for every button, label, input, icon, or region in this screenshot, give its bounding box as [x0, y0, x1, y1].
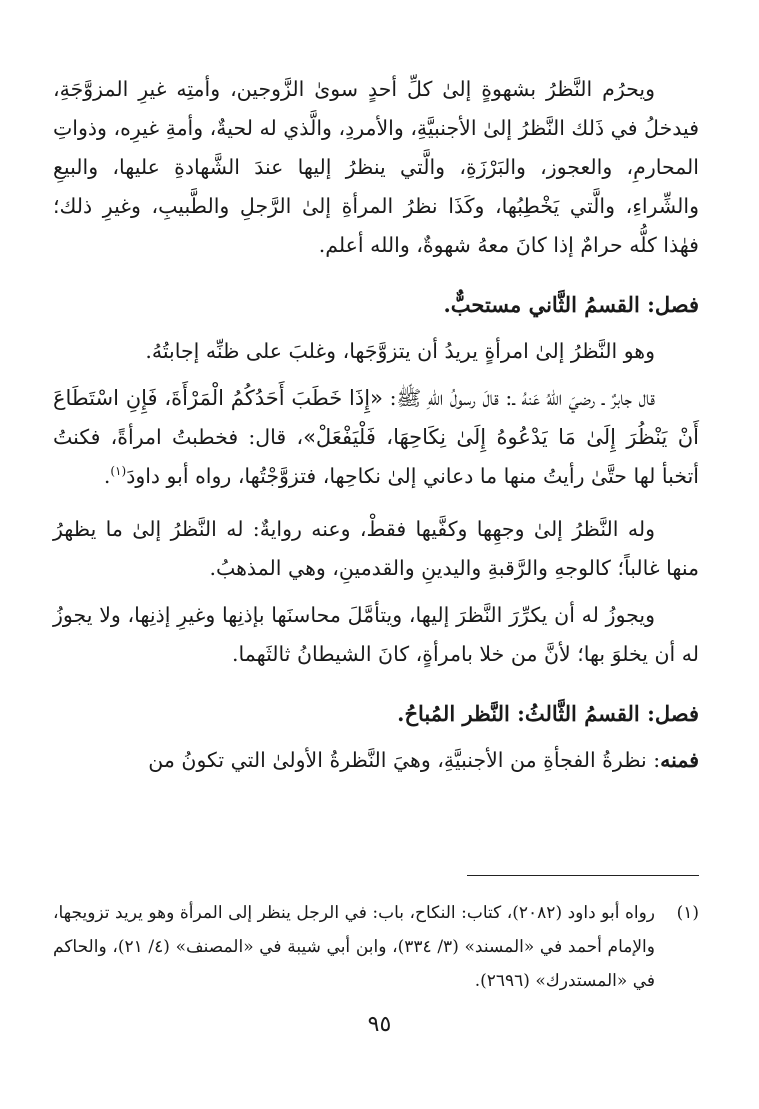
hadith-end: . — [103, 464, 111, 488]
footnote-number: (١) — [676, 903, 699, 923]
footnote-reference[interactable]: (١) — [110, 464, 127, 479]
footnote-separator — [467, 875, 699, 876]
main-text-block — [53, 70, 699, 780]
paragraph-sudden-gaze — [53, 741, 699, 780]
page-number: ٩٥ — [367, 1012, 392, 1037]
footnote-block — [53, 896, 699, 998]
section-heading-recommended: فصل: القسمُ الثَّاني مستحبٌّ. — [443, 292, 699, 317]
hadith-continuation: ، قال: فخطبتُ امرأةً، فكنتُ أتخبأ لها حتَّىٰ رأيتُ منها ما دعاني إلىٰ نكاحِها، فتزوَّجْتُها، رواه أبو داودَ — [53, 425, 699, 488]
section-heading-permissible: فصل: القسمُ الثَّالثُ: النَّظر المُباحُ. — [397, 701, 699, 726]
footnote-item — [53, 896, 699, 998]
paragraph-jabir-hadith — [53, 379, 699, 496]
paragraph-recommended-gaze: وهو النَّظرُ إلىٰ امرأةٍ يريدُ أن يتزوَّجَها، وغلبَ على ظنِّه إجابتُهُ. — [145, 339, 655, 363]
sudden-gaze-text: : نظرةُ الفجأةِ من الأجنبيَّةِ، وهيَ النَّظرةُ الأولىٰ التي تكونُ من — [148, 748, 661, 772]
hadith-text: «إِذَا خَطَبَ أَحَدُكُمُ الْمَرْأَةَ، فَإِنِ اسْتَطَاعَ أَنْ يَنْظُرَ إِلَىٰ مَا يَدْعُوهُ إِلَىٰ نِكَاحِهَا، فَلْيَفْعَلْ» — [53, 386, 700, 449]
paragraph-repeat-gaze: ويجوزُ له أن يكرِّرَ النَّظرَ إليها، ويتأمَّلَ محاسنَها بإذنِها وغيرِ إذنِها، ولا يجوزُ له أن يخلوَ بها؛ لأنَّ من خلا بامرأةٍ، كانَ الشيطانُ ثالثَهما. — [53, 603, 699, 666]
paragraph-prohibited-gaze: ويحرُم النَّظرُ بشهوةٍ إلىٰ كلِّ أحدٍ سوىٰ الزَّوجين، وأمتِه غيرِ المزوَّجَةِ، فيدخلُ في ذَلك النَّظرُ إلىٰ الأجنبيَّةِ، والأمردِ، والَّذي له لحيةٌ، وأمةِ غيرِه، وذواتِ المحارمِ، والعجوز، والبَرْزَةِ، والَّتي ينظرُ إليها عندَ الشَّهادةِ عليها، والبيعِ والشِّراءِ، والَّتي يَخْطِبُها، وكَذَا نظرُ المرأةِ إلىٰ الرَّجلِ والطَّبيبِ، وغيرِ ذلك؛ فهٰذا كلُّه حرامٌ إذا كانَ معهُ شهوةٌ، والله أعلم. — [53, 77, 699, 257]
hadith-intro: قال جابرٌ ـ رضيَ اللهُ عَنهُ ـ: قالَ رسولُ اللهِ ﷺ: — [382, 386, 655, 410]
footnote-text: رواه أبو داود (٢٠٨٢)، كتاب: النكاح، باب: في الرجل ينظر إلى المرأة وهو يريد تزويجها، والإمام أحمد في «المسند» (٣/ ٣٣٤)، وابن أبي شيبة في «المصنف» (٤/ ٢١)، والحاكم في «المستدرك» (٢٦٩٦). — [53, 903, 655, 991]
face-hands-narration: له النَّظرُ إلىٰ ما يظهرُ منها غالباً — [53, 517, 699, 580]
paragraph-face-hands — [53, 510, 699, 588]
face-hands-text: وله النَّظرُ إلىٰ وجهِها وكفَّيها فقطْ، وعنه روايةٌ: — [243, 517, 655, 541]
sudden-gaze-lead: فمنه — [660, 748, 699, 772]
face-hands-conclusion: ؛ كالوجهِ والرَّقبةِ واليدينِ والقدمينِ، وهي المذهبُ. — [209, 556, 624, 580]
